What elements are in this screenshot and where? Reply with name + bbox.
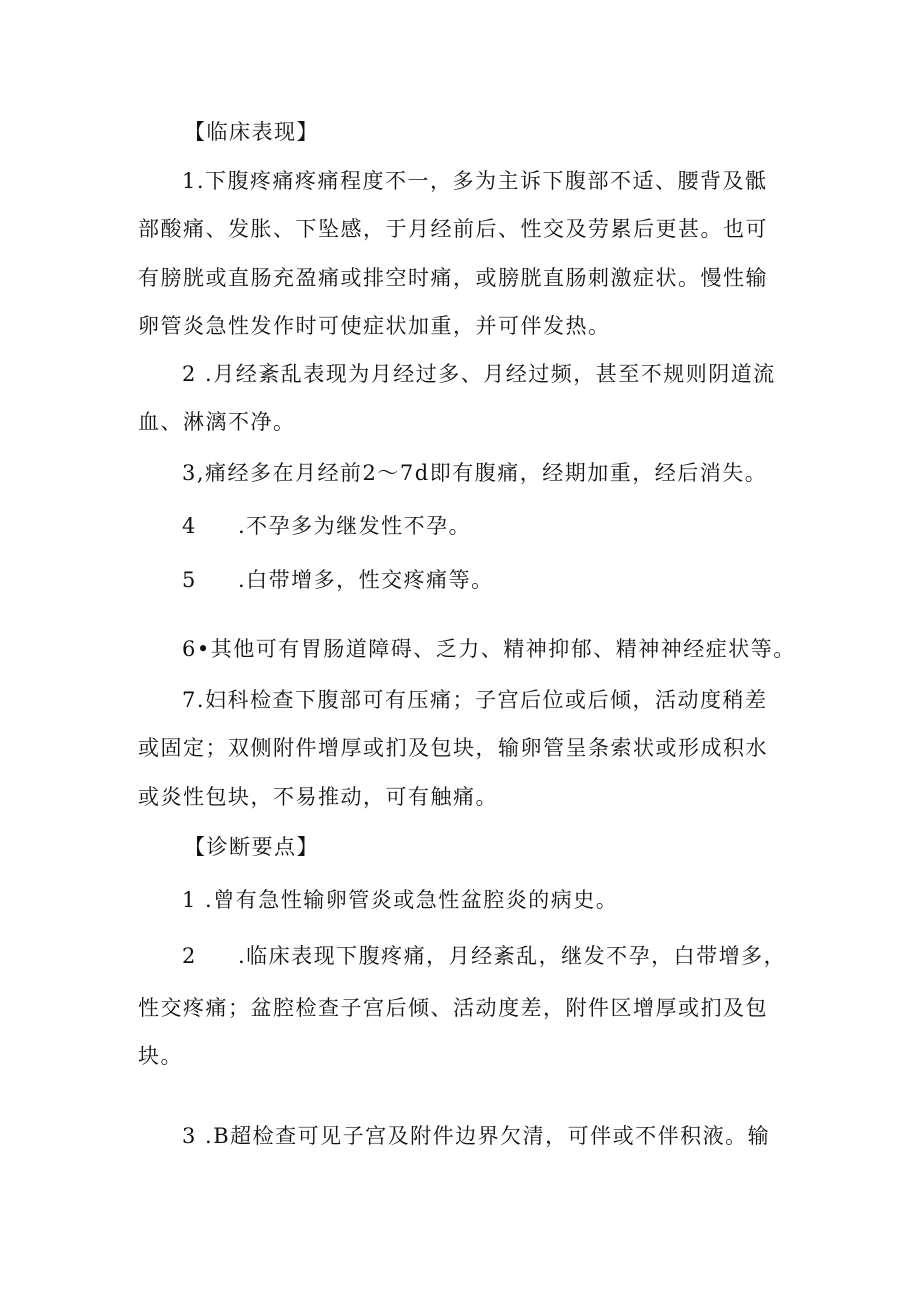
item5-line: [182, 565, 494, 595]
item1-line3: 有膀胱或直肠充盈痛或排空时痛，或膀胱直肠刺激症状。慢性输: [138, 266, 768, 290]
item7-line3: 或炎性包块，不易推动，可有触痛。: [138, 785, 498, 809]
item2-line1: 2 .月经紊乱表现为月经过多、月经过频，甚至不规则阴道流: [182, 362, 776, 386]
item7-line1: 7.妇科检查下腹部可有压痛；子宫后位或后倾，活动度稍差: [182, 688, 768, 712]
diag2-line2: 性交疼痛；盆腔检查子宫后倾、活动度差，附件区增厚或扪及包: [138, 996, 768, 1020]
item4-text: .不孕多为继发性不孕。: [238, 514, 472, 538]
item2-line2: 血、淋漓不净。: [138, 410, 296, 434]
diag1-line: 1 .曾有急性输卵管炎或急性盆腔炎的病史。: [182, 888, 619, 912]
diag2-line3: 块。: [138, 1044, 183, 1068]
item5-number: 5: [182, 568, 197, 592]
item1-line4: 卵管炎急性发作时可使症状加重，并可伴发热。: [138, 314, 611, 338]
item5-text: .白带增多，性交疼痛等。: [238, 568, 494, 592]
diag2-number: 2: [182, 944, 197, 968]
item7-line2: 或固定；双侧附件增厚或扪及包块，输卵管呈条索状或形成积水: [138, 736, 768, 760]
item3-line: 3,痛经多在月经前2～7d即有腹痛，经期加重，经后消失。: [182, 461, 768, 485]
item4-number: 4: [182, 514, 197, 538]
item1-line2: 部酸痛、发胀、下坠感，于月经前后、性交及劳累后更甚。也可: [138, 217, 768, 241]
diag2-text: .临床表现下腹疼痛，月经紊乱，继发不孕，白带增多，: [238, 944, 787, 968]
diag3-line: 3 .B超检查可见子宫及附件边界欠清，可伴或不伴积液。输: [182, 1124, 771, 1148]
section-heading-clinical: 【临床表现】: [184, 120, 319, 144]
item6-line: 6•其他可有胃肠道障碍、乏力、精神抑郁、精神神经症状等。: [182, 637, 796, 661]
item1-line1: 1.下腹疼痛疼痛程度不一，多为主诉下腹部不适、腰背及骶: [182, 169, 768, 193]
item4-line: [182, 511, 471, 541]
section-heading-diagnosis: 【诊断要点】: [184, 835, 319, 859]
diag2-line1: [182, 941, 786, 971]
